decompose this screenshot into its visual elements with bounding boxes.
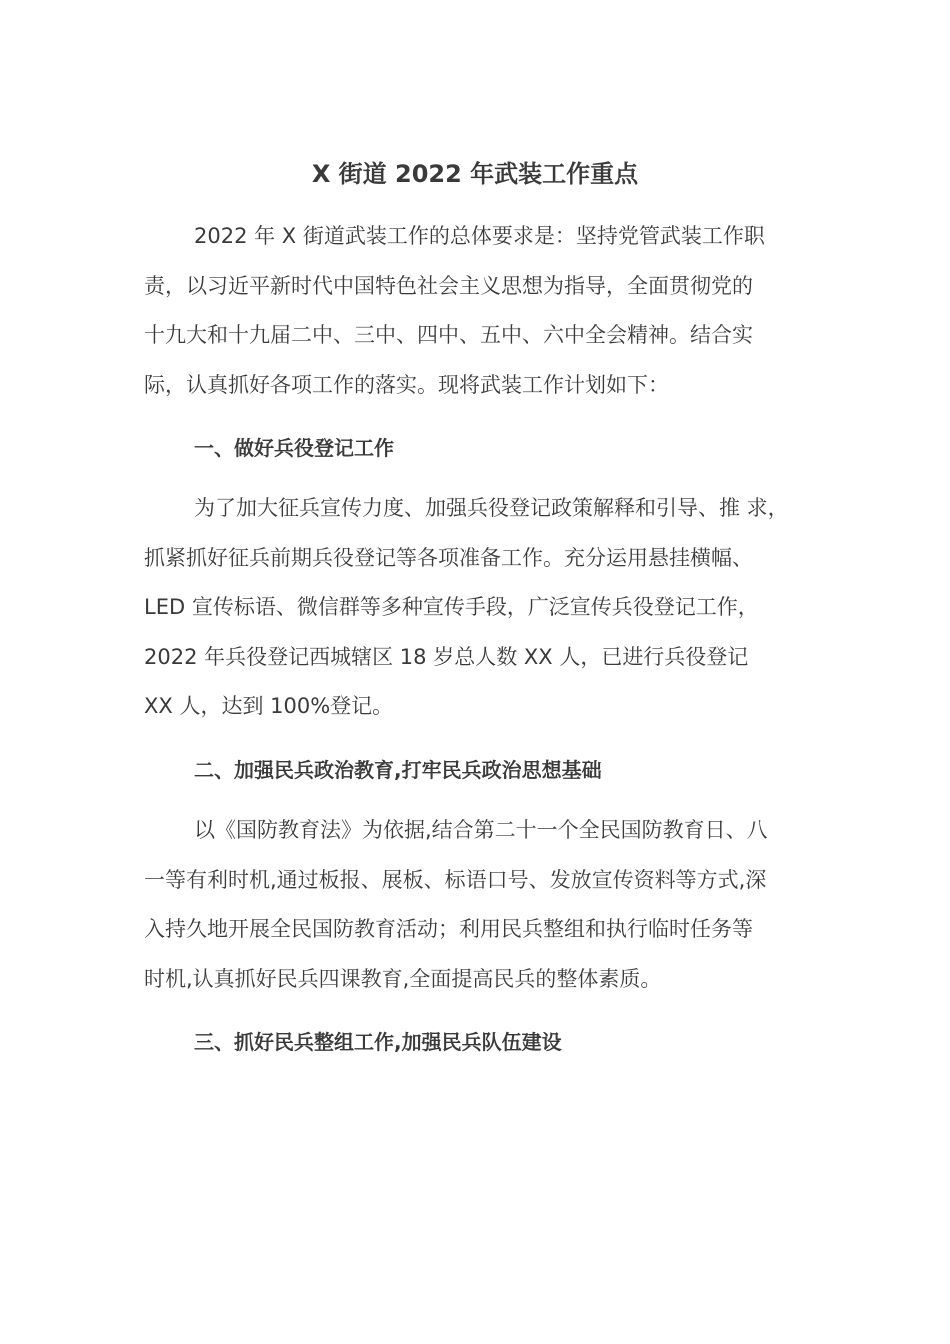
intro-line-4: 际，认真抓好各项工作的落实。现将武装工作计划如下： [144,372,669,397]
section-1-line-2: 抓紧抓好征兵前期兵役登记等各项准备工作。充分运用悬挂横幅、 [144,545,753,570]
section-2-line-2: 一等有利时机,通过板报、展板、标语口号、发放宣传资料等方式,深 [144,867,767,892]
section-2-line-1: 以《国防教育法》为依据,结合第二十一个全民国防教育日、八 [194,818,768,842]
document-title: X 街道 2022 年武装工作重点 [311,160,639,188]
intro-line-1: 2022 年 X 街道武装工作的总体要求是：坚持党管武装工作职 [194,224,765,248]
section-1-line-3: LED 宣传标语、微信群等多种宣传手段，广泛宣传兵役登记工作， [144,595,759,619]
section-2-line-4: 时机,认真抓好民兵四课教育,全面提高民兵的整体素质。 [144,966,662,991]
section-2-heading: 二、加强民兵政治教育,打牢民兵政治思想基础 [194,758,602,782]
intro-paragraph [144,212,814,410]
section-2-line-3: 入持久地开展全民国防教育活动；利用民兵整组和执行临时任务等 [144,917,753,941]
section-1-heading: 一、做好兵役登记工作 [194,436,394,460]
section-1-line-4: 2022 年兵役登记西城辖区 18 岁总人数 XX 人，已进行兵役登记 [144,644,749,669]
section-1-paragraph [144,484,814,732]
intro-line-2: 责，以习近平新时代中国特色社会主义思想为指导，全面贯彻党的 [144,273,753,298]
section-1-line-5: XX 人，达到 100%登记。 [144,694,394,718]
intro-line-3: 十九大和十九届二中、三中、四中、五中、六中全会精神。结合实 [144,323,753,347]
section-2-paragraph [144,806,814,1004]
section-1-line-1: 为了加大征兵宣传力度、加强兵役登记政策解释和引导、推 求， [194,496,789,520]
section-3-heading: 三、抓好民兵整组工作,加强民兵队伍建设 [194,1030,562,1054]
